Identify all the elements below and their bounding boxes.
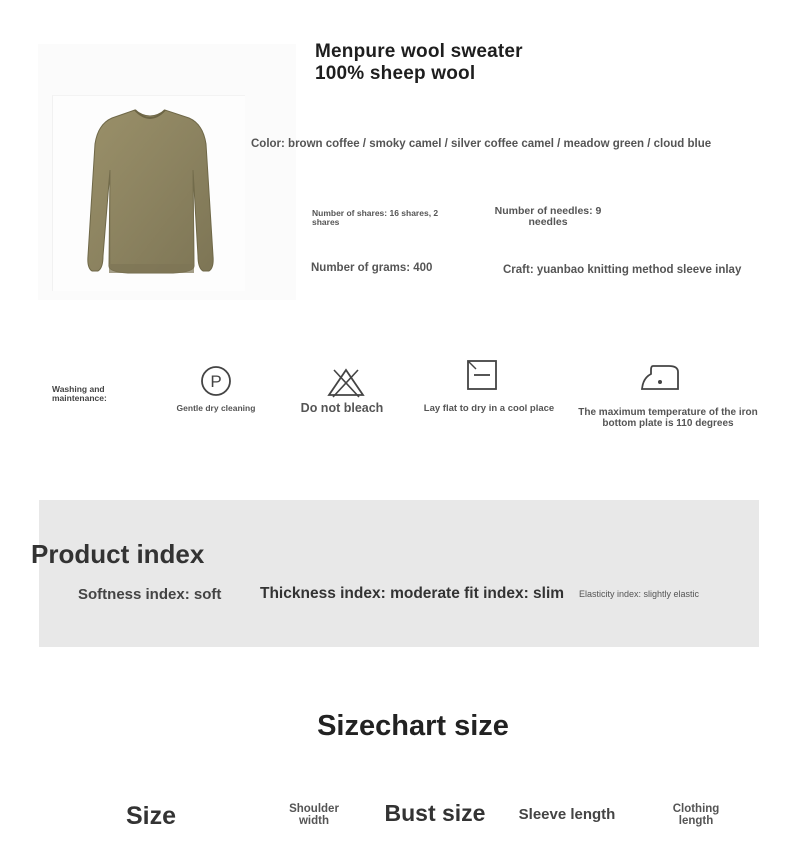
shares-attribute: Number of shares: 16 shares, 2 shares xyxy=(312,208,439,227)
care-flat-dry-text: Lay flat to dry in a cool place xyxy=(423,403,555,414)
svg-text:P: P xyxy=(210,372,222,391)
thickness-fit-index: Thickness index: moderate fit index: slim xyxy=(260,585,565,602)
do-not-bleach-icon xyxy=(326,366,366,403)
professional-dry-clean-icon xyxy=(200,365,232,402)
sizechart-title: Sizechart size xyxy=(317,710,509,742)
product-image xyxy=(52,95,245,291)
sweater-icon xyxy=(53,96,245,291)
softness-index: Softness index: soft xyxy=(78,586,222,603)
column-size: Size xyxy=(125,802,177,830)
column-shoulder-width: Shoulder width xyxy=(289,803,339,827)
product-index-title: Product index xyxy=(31,539,205,569)
craft-attribute: Craft: yuanbao knitting method sleeve inlay xyxy=(503,264,742,276)
care-iron-text: The maximum temperature of the iron bottom plate is 110 degrees xyxy=(578,407,758,429)
iron-low-temp-icon xyxy=(639,362,681,397)
product-title: Menpure wool sweater 100% sheep wool xyxy=(315,41,523,84)
dry-flat-icon xyxy=(466,359,498,396)
product-index-panel xyxy=(39,500,759,647)
column-sleeve-length: Sleeve length xyxy=(518,806,616,823)
care-bleach-text: Do not bleach xyxy=(300,401,384,415)
needles-attribute: Number of needles: 9 needles xyxy=(494,205,602,228)
color-attribute: Color: brown coffee / smoky camel / silver coffee camel / meadow green / cloud blue xyxy=(251,138,712,150)
care-gentle-text: Gentle dry cleaning xyxy=(176,403,256,413)
grams-attribute: Number of grams: 400 xyxy=(311,262,433,274)
washing-label: Washing and maintenance: xyxy=(52,384,107,403)
column-clothing-length: Clothing length xyxy=(672,803,720,827)
column-bust-size: Bust size xyxy=(384,800,486,826)
elasticity-index: Elasticity index: slightly elastic xyxy=(579,589,700,599)
